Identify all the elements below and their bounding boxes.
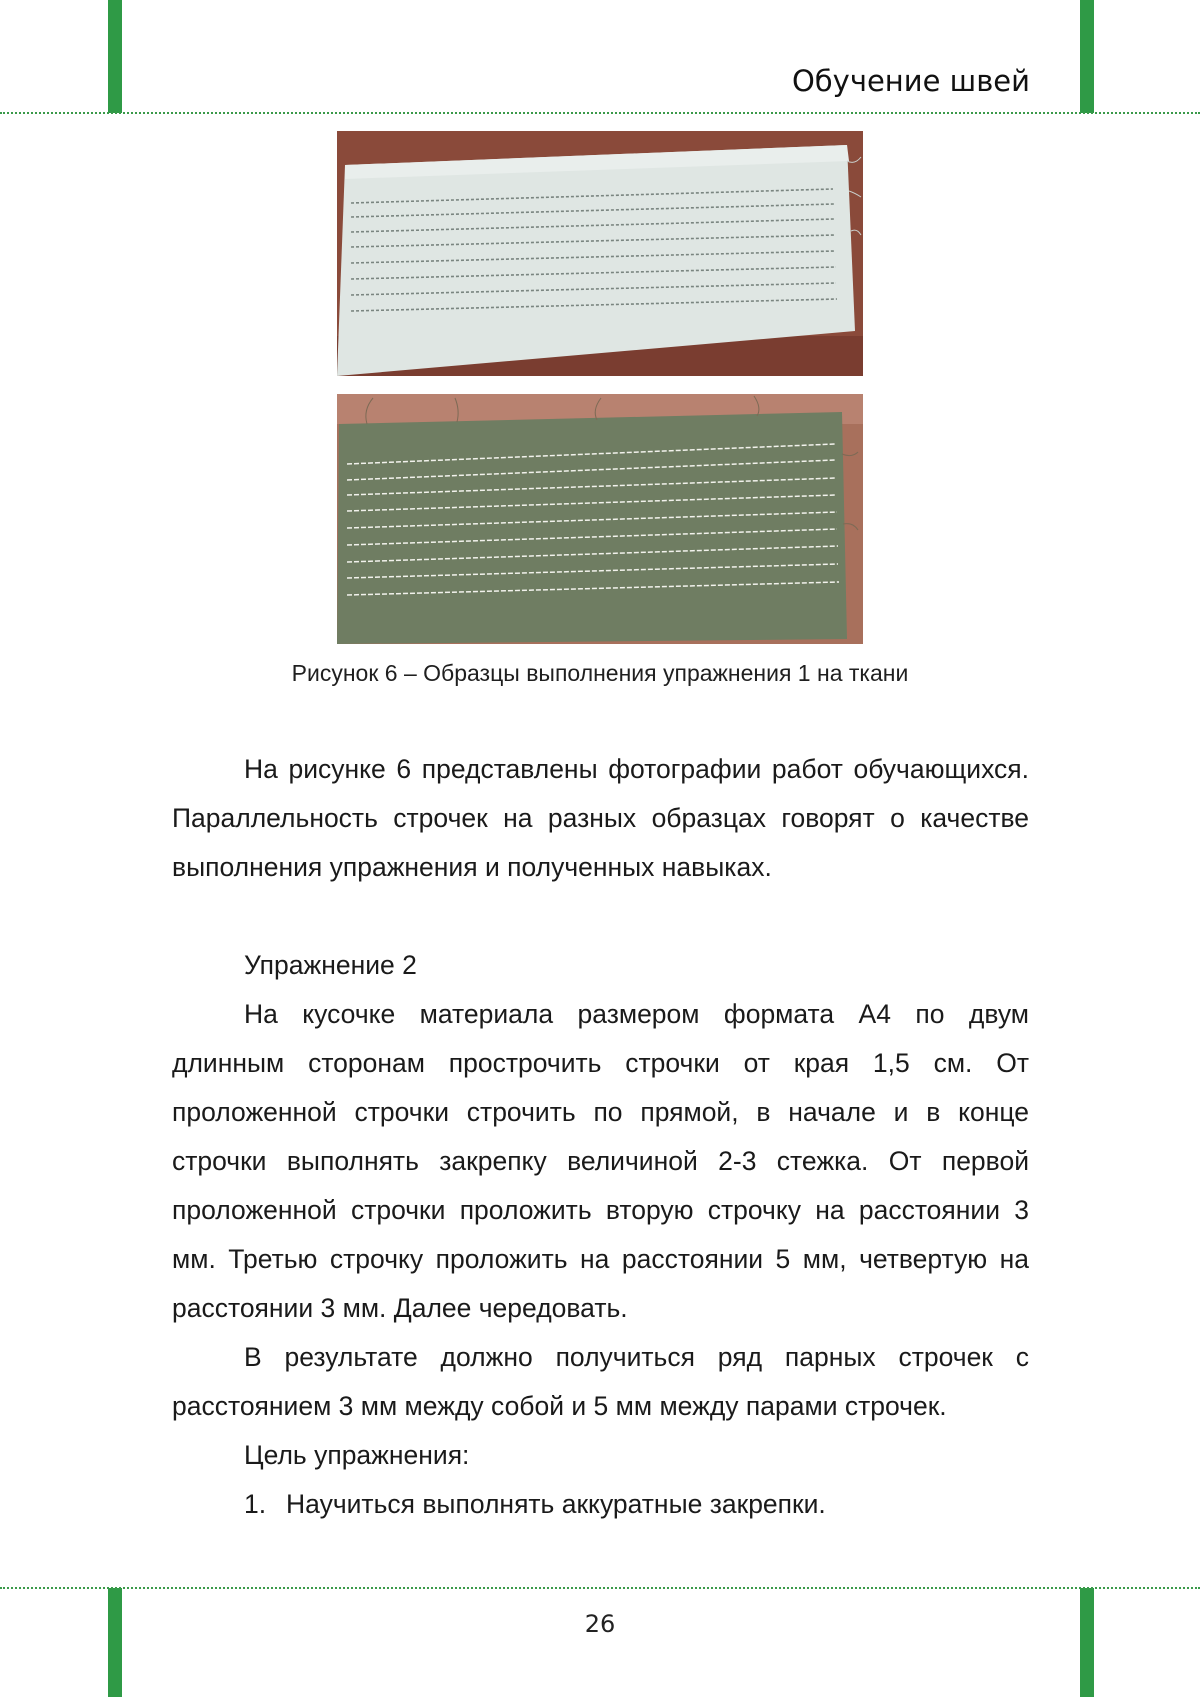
footer-dotted-rule [0,1587,1200,1589]
running-header-title: Обучение швей [791,64,1030,98]
fabric-sample-photo-olive [337,394,863,644]
list-item-text: Научиться выполнять аккуратные закрепки. [286,1489,826,1519]
header-dotted-rule [0,112,1200,114]
page-number: 26 [584,1610,616,1638]
paragraph-gap [172,892,1029,941]
list-item [172,1480,1029,1529]
paragraph-exercise-instructions: На кусочке материала размером формата А4 по двум длинным сторонам прострочить строчки от края 1,5 см. От проложенной строчки строчить по прямой, в начале и в конце строчки выполнять закрепку величиной 2-3 стежка. От первой проложенной строчки проложить вторую строчку на расстоянии 3 мм. Третью строчку проложить на расстоянии 5 мм, четвертую на расстоянии 3 мм. Далее чередовать. [172,999,1029,1323]
top-left-green-bar [108,0,122,113]
bottom-left-green-bar [108,1588,122,1697]
figure-caption: Рисунок 6 – Образцы выполнения упражнения 1 на ткани [291,660,909,686]
bottom-right-green-bar [1080,1588,1094,1697]
paragraph-figure-description: На рисунке 6 представлены фотографии работ обучающихся. Параллельность строчек на разных образцах говорят о качестве выполнения упражнения и полученных навыках. [172,754,1029,882]
fabric-sample-photo-light [337,131,863,376]
goal-label: Цель упражнения: [244,1440,470,1470]
paragraph-expected-result: В результате должно получиться ряд парных строчек с расстоянием 3 мм между собой и 5 мм между парами строчек. [172,1342,1029,1421]
body-text [172,745,1029,1529]
exercise-title: Упражнение 2 [244,950,417,980]
top-right-green-bar [1080,0,1094,113]
list-item-number: 1. [244,1489,267,1519]
